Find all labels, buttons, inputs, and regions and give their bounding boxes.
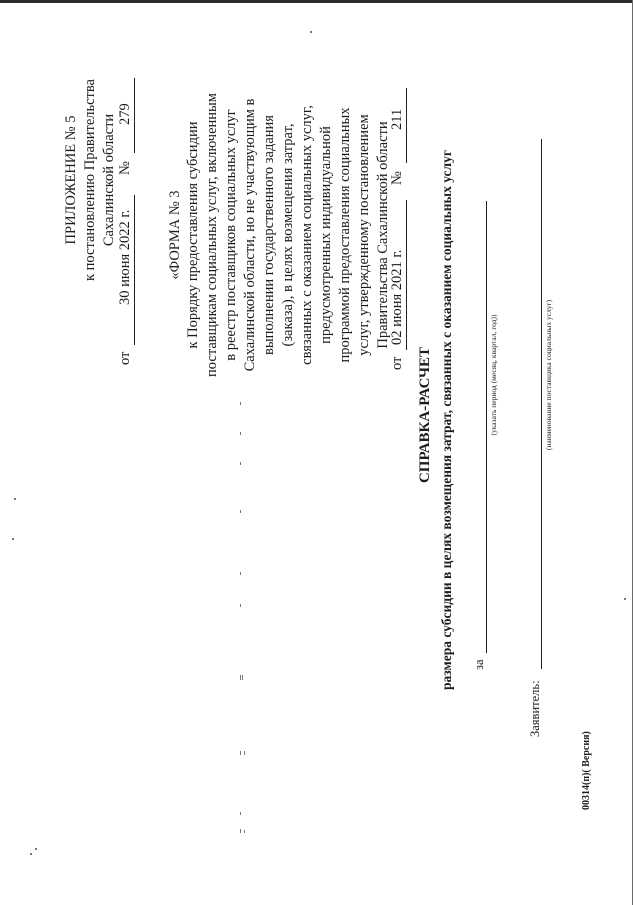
annex-line-2: Сахалинской области [101, 113, 117, 247]
forma-line-4: Сахалинской области, но не участвующим в [242, 98, 258, 372]
scan-speck [624, 598, 626, 600]
forma-line-1: к Порядку предоставления субсидии [185, 121, 201, 349]
scan-speck [240, 432, 241, 435]
forma-date-line [406, 200, 407, 350]
scan-speck [244, 830, 245, 833]
forma-title: «ФОРМА № 3 [167, 190, 183, 280]
scan-speck [240, 402, 241, 405]
period-label: за [472, 659, 486, 670]
forma-number: 211 [389, 108, 405, 130]
annex-date-line [134, 195, 135, 345]
forma-line-2: поставщикам социальных услуг, включенным [204, 93, 220, 377]
scan-speck [244, 751, 245, 755]
forma-line-10: услуг, утвержденному постановлением [356, 114, 372, 356]
annex-title: ПРИЛОЖЕНИЕ № 5 [63, 115, 79, 245]
document-subtitle: размера субсидии в целях возмещения затрат, связанных с оказанием социальных услуг [439, 150, 454, 690]
forma-date: 02 июня 2021 г. [389, 249, 405, 345]
annex-from-label: от [117, 351, 133, 365]
scan-speck [12, 538, 14, 540]
scan-speck [35, 848, 37, 850]
applicant-hint: (наименование поставщика социальных услуг) [544, 299, 553, 451]
scan-speck [240, 675, 241, 680]
forma-line-9: программой предоставления социальных [337, 107, 353, 363]
scan-speck [14, 498, 16, 500]
forma-number-line [406, 88, 407, 163]
scan-speck [310, 31, 312, 33]
annex-number-line [134, 78, 135, 153]
applicant-line [541, 139, 542, 669]
annex-date: 30 июня 2022 г. [117, 209, 133, 305]
forma-from-label: от [389, 356, 405, 370]
period-line [486, 201, 487, 653]
scan-speck [240, 462, 241, 465]
scan-speck [240, 572, 241, 575]
applicant-label: Заявитель: [528, 680, 542, 737]
forma-line-6: (заказа), в целях возмещения затрат, [280, 123, 296, 347]
annex-number: 279 [117, 103, 133, 125]
scan-speck [30, 853, 32, 855]
forma-line-5: выполнении государственного задания [261, 115, 277, 355]
scan-speck [240, 510, 241, 513]
annex-number-label: № [117, 161, 133, 175]
forma-line-3: в реестр поставщиков социальных услуг [223, 109, 239, 361]
forma-number-label: № [389, 171, 405, 185]
scan-speck [240, 604, 241, 607]
version-footer: 00314(п)( Версия) [581, 731, 592, 810]
scan-speck [240, 812, 241, 815]
scan-speck [240, 751, 241, 755]
forma-line-7: связанных с оказанием социальных услуг, [299, 105, 315, 365]
annex-line-1: к постановлению Правительства [82, 79, 98, 281]
scan-speck [240, 829, 241, 833]
scan-speck [242, 675, 243, 680]
forma-line-11: Правительства Сахалинской области [375, 121, 391, 349]
period-hint: (указать период (месяц, квартал, год)) [489, 314, 498, 436]
document-title: СПРАВКА-РАСЧЕТ [417, 346, 433, 484]
forma-line-8: предусмотренных индивидуальной [318, 126, 334, 344]
